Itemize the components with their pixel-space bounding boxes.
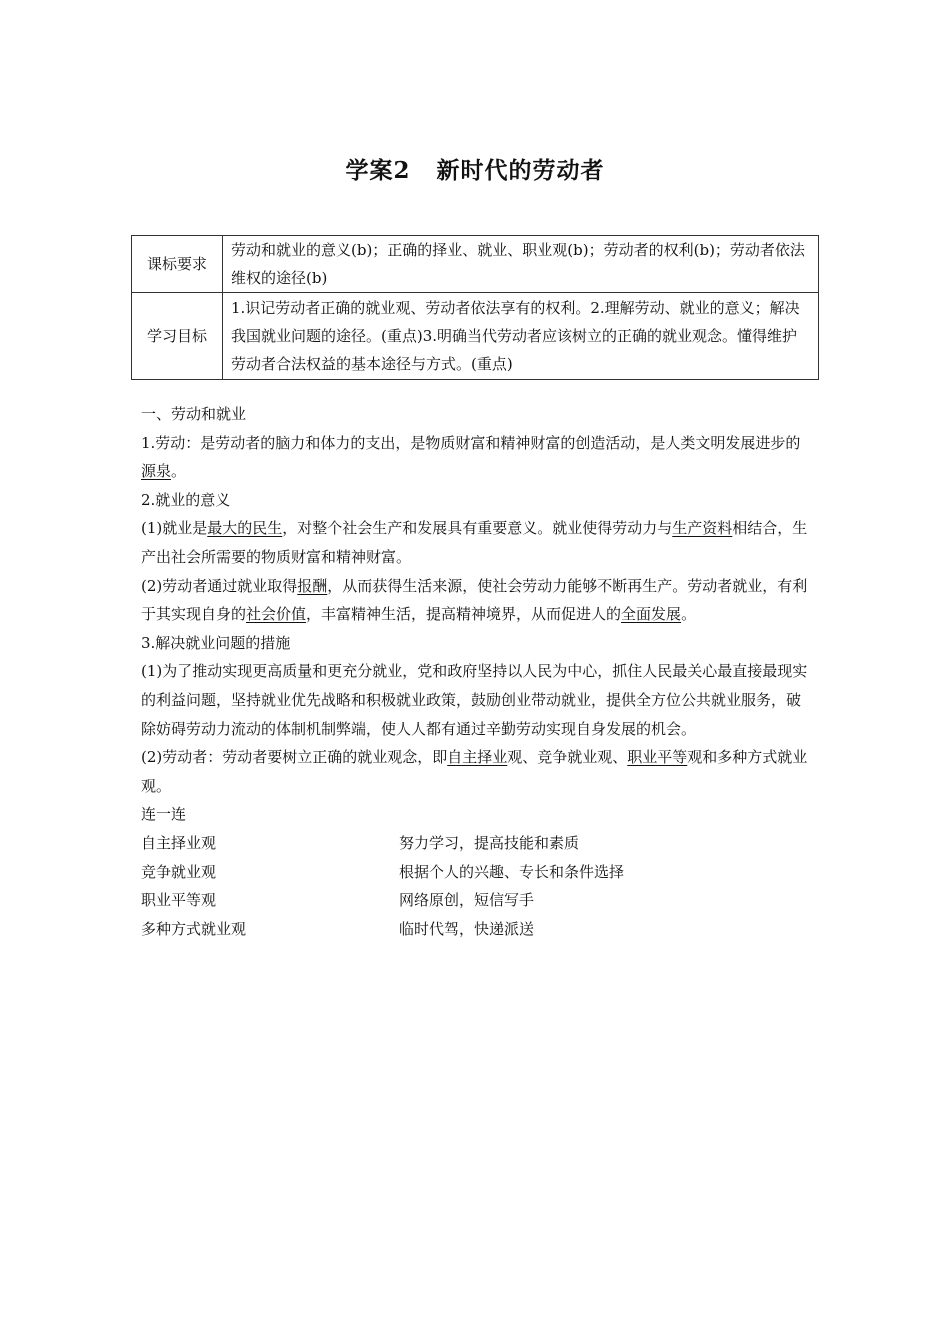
goals-label-standard: 课标要求 bbox=[132, 236, 223, 293]
blank-answer: 社会价值 bbox=[246, 605, 307, 624]
goals-label-objectives: 学习目标 bbox=[132, 293, 223, 380]
goals-content-objectives: 1.识记劳动者正确的就业观、劳动者依法享有的权利。2.理解劳动、就业的意义；解决我国就业问题的途径。(重点)3.明确当代劳动者应该树立的正确的就业观念。懂得维护劳动者合法权益的基本途径与方式。(重点) bbox=[223, 293, 819, 380]
matching-pair bbox=[141, 829, 813, 858]
blank-answer: 生产资料 bbox=[672, 519, 733, 538]
goals-content-standard: 劳动和就业的意义(b)；正确的择业、就业、职业观(b)；劳动者的权利(b)；劳动者依法维权的途径(b) bbox=[223, 236, 819, 293]
paragraph-measures-2: (2)劳动者：劳动者要树立正确的就业观念，即自主择业观、竞争就业观、职业平等观和多种方式就业观。 bbox=[141, 748, 808, 795]
matching-left: 多种方式就业观 bbox=[141, 919, 247, 938]
blank-answer: 自主择业 bbox=[447, 748, 508, 767]
matching-right: 根据个人的兴趣、专长和条件选择 bbox=[399, 862, 625, 881]
matching-left: 职业平等观 bbox=[141, 891, 217, 910]
section-heading: 一、劳动和就业 bbox=[141, 405, 247, 423]
blank-answer: 职业平等 bbox=[627, 748, 688, 767]
paragraph-employment-2: (2)劳动者通过就业取得报酬，从而获得生活来源，使社会劳动力能够不断再生产。劳动者就业，有利于其实现自身的社会价值，丰富精神生活，提高精神境界，从而促进人的全面发展。 bbox=[141, 576, 808, 624]
matching-right: 网络原创，短信写手 bbox=[399, 891, 535, 910]
title-lesson-number: 学案2 bbox=[345, 157, 411, 184]
title-topic: 新时代的劳动者 bbox=[436, 157, 605, 184]
matching-pair bbox=[141, 858, 813, 887]
blank-answer: 报酬 bbox=[297, 576, 328, 595]
matching-pair bbox=[141, 915, 813, 944]
subheading-measures: 3.解决就业问题的措施 bbox=[141, 633, 291, 652]
blank-answer: 最大的民生 bbox=[207, 519, 283, 538]
matching-pair bbox=[141, 886, 813, 915]
paragraph-labor: 1.劳动：是劳动者的脑力和体力的支出，是物质财富和精神财富的创造活动，是人类文明发展进步的源泉。 bbox=[141, 433, 801, 481]
matching-right: 临时代驾，快递派送 bbox=[399, 919, 535, 938]
matching-left: 竞争就业观 bbox=[141, 862, 217, 881]
blank-answer: 全面发展 bbox=[621, 605, 682, 624]
paragraph-measures-1: (1)为了推动实现更高质量和更充分就业，党和政府坚持以人民为中心，抓住人民最关心最直接最现实的利益问题，坚持就业优先战略和积极就业政策，鼓励创业带动就业，提供全方位公共就业服务，破除妨碍劳动力流动的体制机制弊端，使人人都有通过辛勤劳动实现自身发展的机会。 bbox=[141, 662, 808, 738]
goals-row-standard bbox=[132, 236, 819, 293]
page-title bbox=[0, 152, 950, 185]
matching-right: 努力学习，提高技能和素质 bbox=[399, 833, 580, 852]
paragraph-employment-1: (1)就业是最大的民生，对整个社会生产和发展具有重要意义。就业使得劳动力与生产资料相结合，生产出社会所需要的物质财富和精神财富。 bbox=[141, 519, 808, 566]
subheading-employment-meaning: 2.就业的意义 bbox=[141, 490, 231, 509]
blank-answer: 源泉 bbox=[141, 462, 172, 481]
matching-left: 自主择业观 bbox=[141, 833, 217, 852]
main-content bbox=[141, 400, 813, 943]
goals-row-objectives bbox=[132, 293, 819, 380]
goals-table bbox=[131, 235, 819, 380]
matching-heading: 连一连 bbox=[141, 805, 187, 824]
